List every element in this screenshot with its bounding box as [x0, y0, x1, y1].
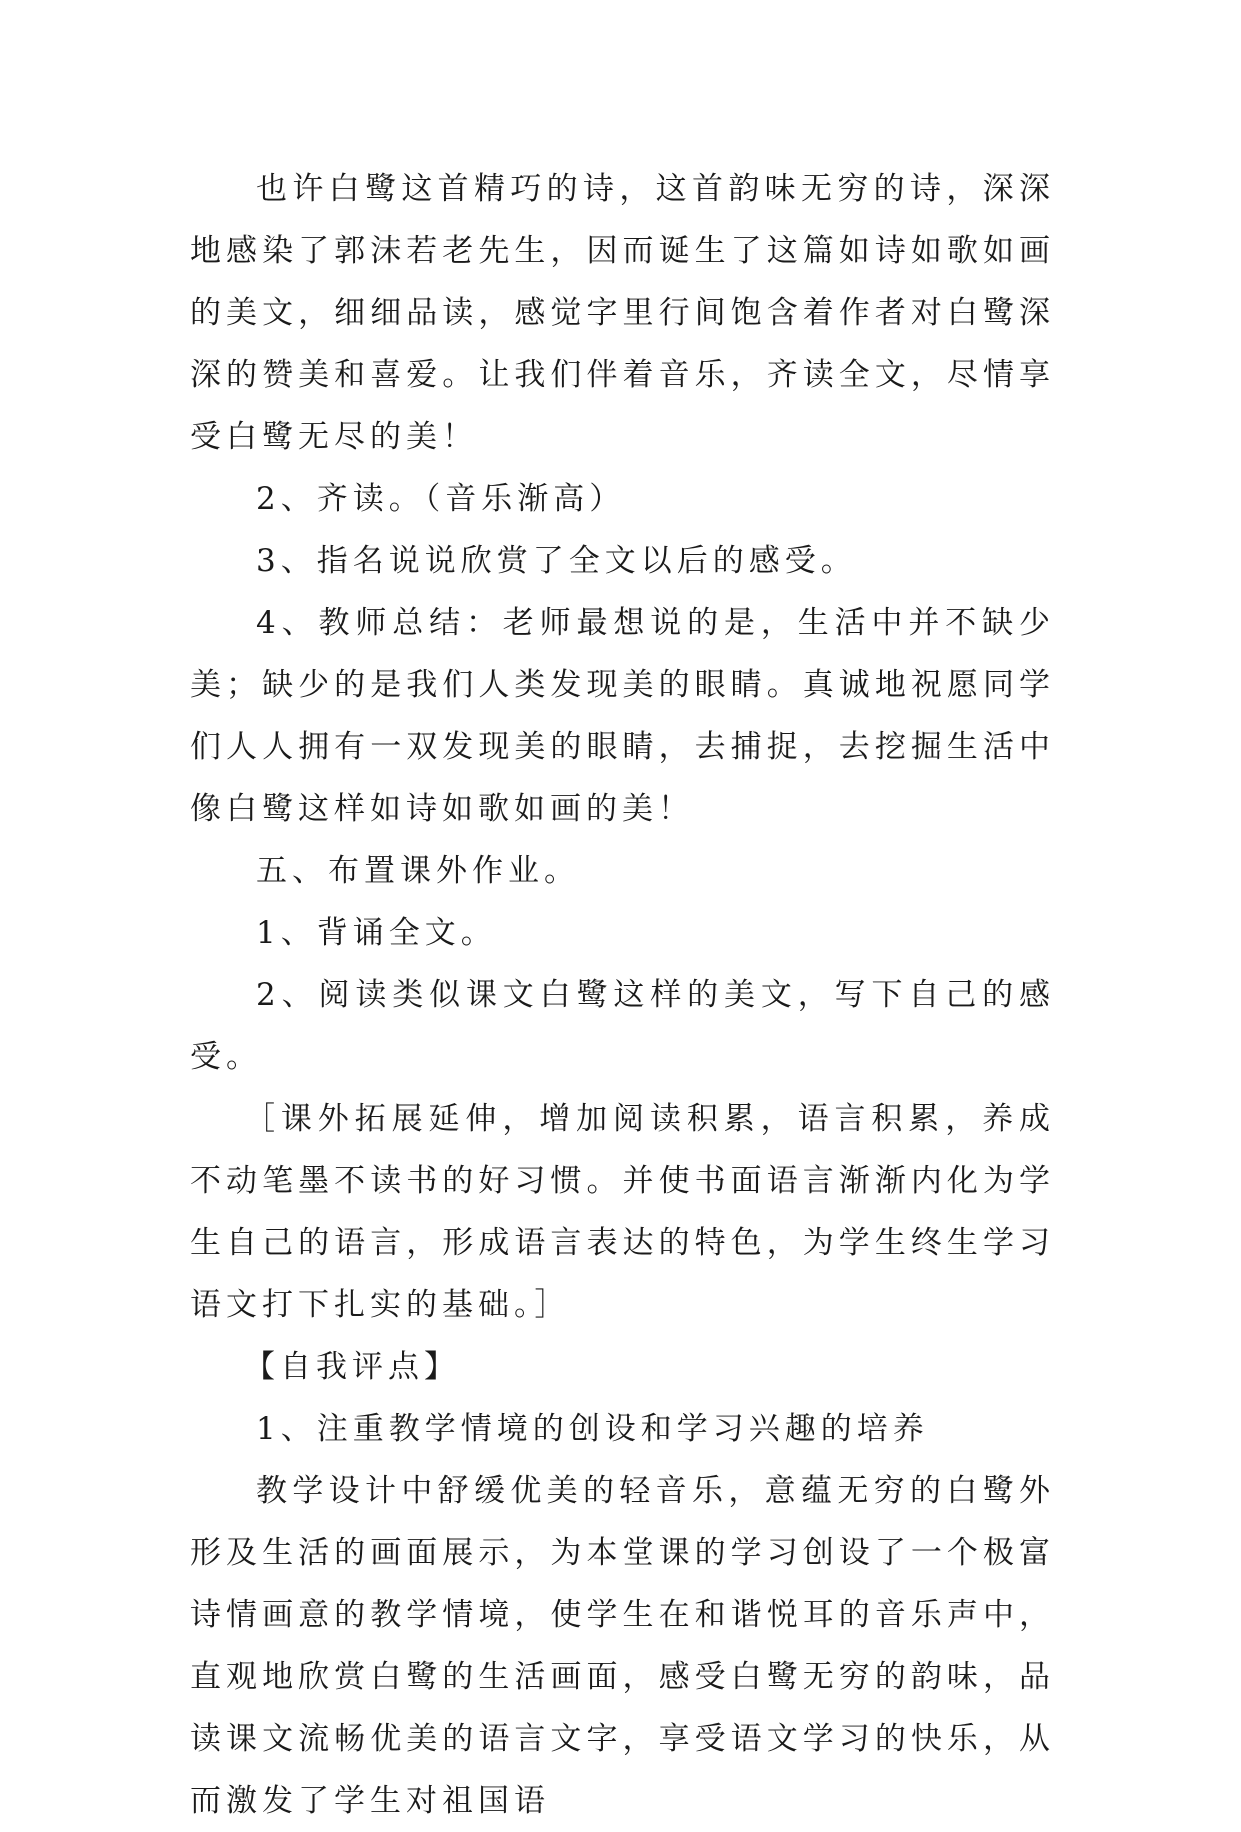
paragraph-step-4-teacher-summary: 4、教师总结：老师最想说的是，生活中并不缺少美；缺少的是我们人类发现美的眼睛。真诚地祝愿同学们人人拥有一双发现美的眼睛，去捕捉，去挖掘生活中像白鹭这样如诗如歌如画的美！: [190, 605, 1055, 827]
paragraph-extension-note: ［课外拓展延伸，增加阅读积累，语言积累，养成不动笔墨不读书的好习惯。并使书面语言渐渐内化为学生自己的语言，形成语言表达的特色，为学生终生学习语文打下扎实的基础。］: [190, 1101, 1055, 1323]
paragraph-self-review-body: 教学设计中舒缓优美的轻音乐，意蕴无穷的白鹭外形及生活的画面展示，为本堂课的学习创设了一个极富诗情画意的教学情境，使学生在和谐悦耳的音乐声中，直观地欣赏白鹭的生活画面，感受白鹭无穷的韵味，品读课文流畅优美的语言文字，享受语文学习的快乐，从而激发了学生对祖国语: [190, 1473, 1055, 1819]
paragraph-step-3-share-feelings: 3、指名说说欣赏了全文以后的感受。: [256, 543, 857, 579]
paragraph-step-2-read-together: 2、齐读。（音乐渐高）: [256, 481, 626, 517]
homework-item-2: 2、阅读类似课文白鹭这样的美文，写下自己的感受。: [190, 977, 1055, 1075]
section-heading-homework: 五、布置课外作业。: [256, 853, 580, 889]
section-heading-self-review: 【自我评点】: [244, 1349, 460, 1385]
paragraph-egret-poem-intro: 也许白鹭这首精巧的诗，这首韵味无穷的诗，深深地感染了郭沫若老先生，因而诞生了这篇如诗如歌如画的美文，细细品读，感觉字里行间饱含着作者对白鹭深深的赞美和喜爱。让我们伴着音乐，齐读全文，尽情享受白鹭无尽的美！: [190, 171, 1055, 455]
homework-item-1: 1、背诵全文。: [256, 915, 497, 951]
self-review-point-1: 1、注重教学情境的创设和学习兴趣的培养: [256, 1411, 929, 1447]
